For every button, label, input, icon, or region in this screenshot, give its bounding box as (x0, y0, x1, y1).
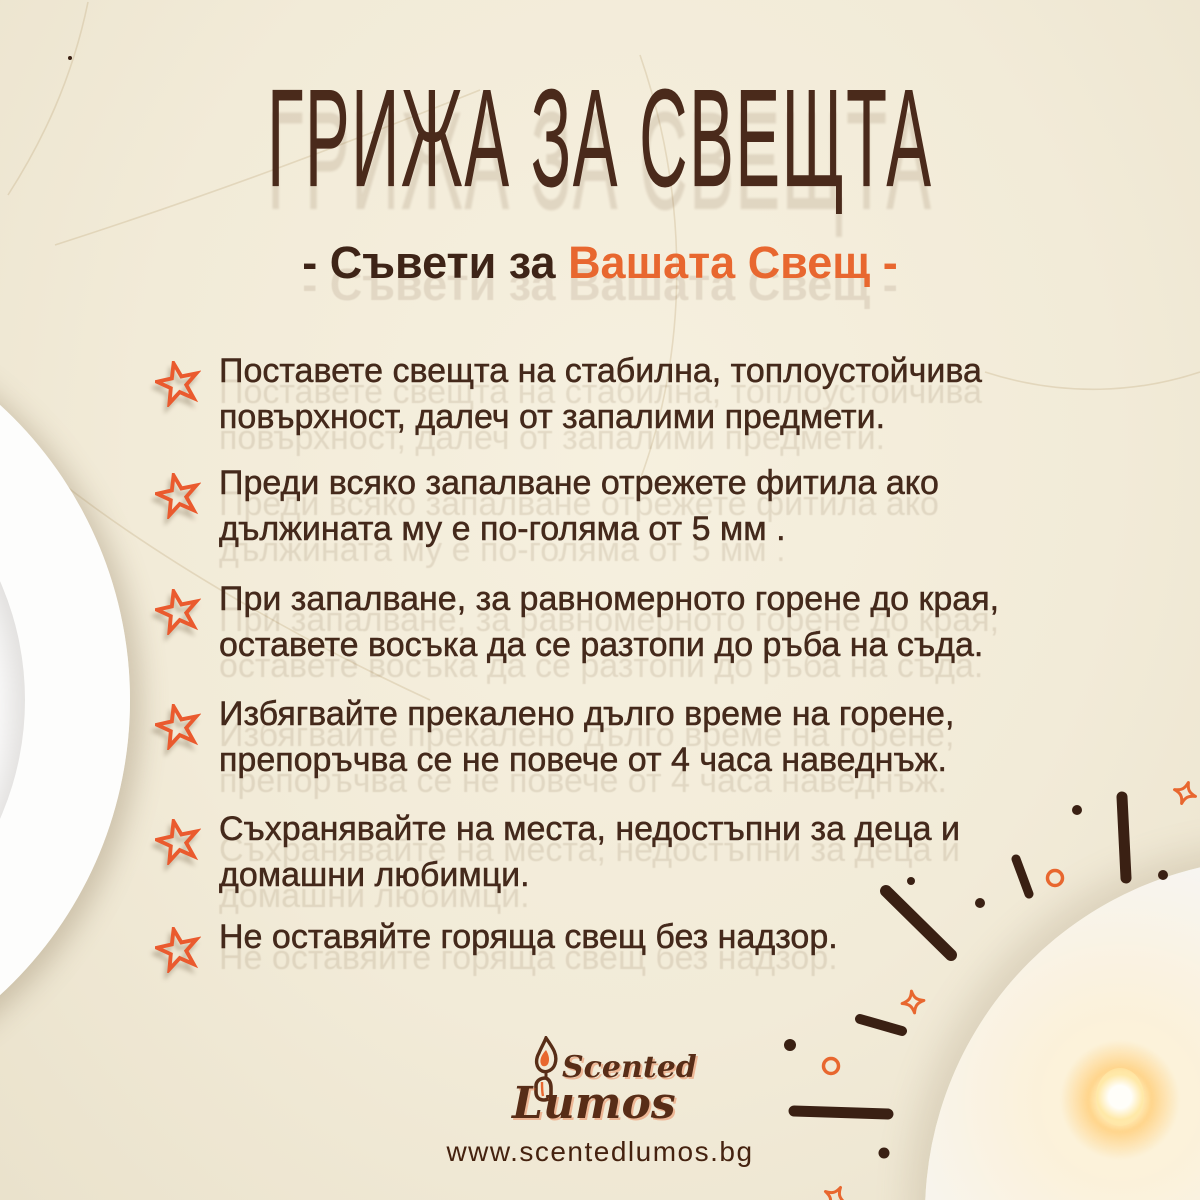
tip-line: оставете восъка да се разтопи до ръба на съда. (219, 626, 984, 664)
tip-item (155, 460, 1095, 552)
star-icon (155, 819, 201, 865)
tip-line: Избягвайте прекалено дълго време на горене, (219, 695, 955, 733)
tip-line: Съхранявайте на места, недостъпни за деца и (219, 810, 960, 848)
subtitle-prefix: - Съвети за (302, 237, 569, 288)
brand-name-top: Scented (562, 1050, 697, 1085)
tip-item (155, 691, 1095, 783)
tip-text (219, 691, 954, 783)
brand-name-bottom: Lumos (512, 1078, 676, 1129)
tip-item (155, 806, 1095, 898)
website-url: www.scentedlumos.bg (446, 1136, 754, 1167)
star-icon (155, 361, 201, 407)
tip-text (219, 348, 982, 440)
tip-line: препоръчва се не повече от 4 часа наведнъж. (219, 741, 947, 779)
star-icon (155, 704, 201, 750)
sparkle-icon (1171, 779, 1199, 807)
tip-item (155, 348, 1095, 440)
tip-item (155, 576, 1095, 668)
tip-line: Не оставяйте горяща свещ без надзор. (219, 918, 838, 956)
tip-line: дължината му е по-голяма от 5 мм . (219, 510, 786, 548)
subtitle-highlight: Вашата Свещ - (568, 237, 898, 288)
sparkle-icon (820, 1182, 850, 1200)
tip-line: Поставете свещта на стабилна, топлоустойчива (219, 352, 982, 390)
tip-line: домашни любимци. (219, 856, 530, 894)
star-icon (155, 473, 201, 519)
tip-text (219, 576, 999, 668)
brand-logo (0, 1038, 1200, 1134)
star-icon (155, 927, 201, 973)
sparkle-icon (901, 990, 926, 1015)
ray-line (1122, 797, 1126, 878)
page-subtitle (0, 237, 1200, 289)
tip-text (219, 914, 838, 960)
tip-line: При запалване, за равномерното горене до края, (219, 580, 1000, 618)
tip-line: Преди всяко запалване отрежете фитила ако (219, 464, 939, 502)
page-title: ГРИЖА ЗА СВЕЩТА (267, 61, 933, 217)
dot (975, 898, 985, 908)
tip-item (155, 914, 1095, 973)
tip-line: повърхност, далеч от запалими предмети. (219, 398, 886, 436)
tip-text (219, 806, 960, 898)
star-icon (155, 589, 201, 635)
ray-line (860, 1019, 902, 1031)
tip-text (219, 460, 939, 552)
